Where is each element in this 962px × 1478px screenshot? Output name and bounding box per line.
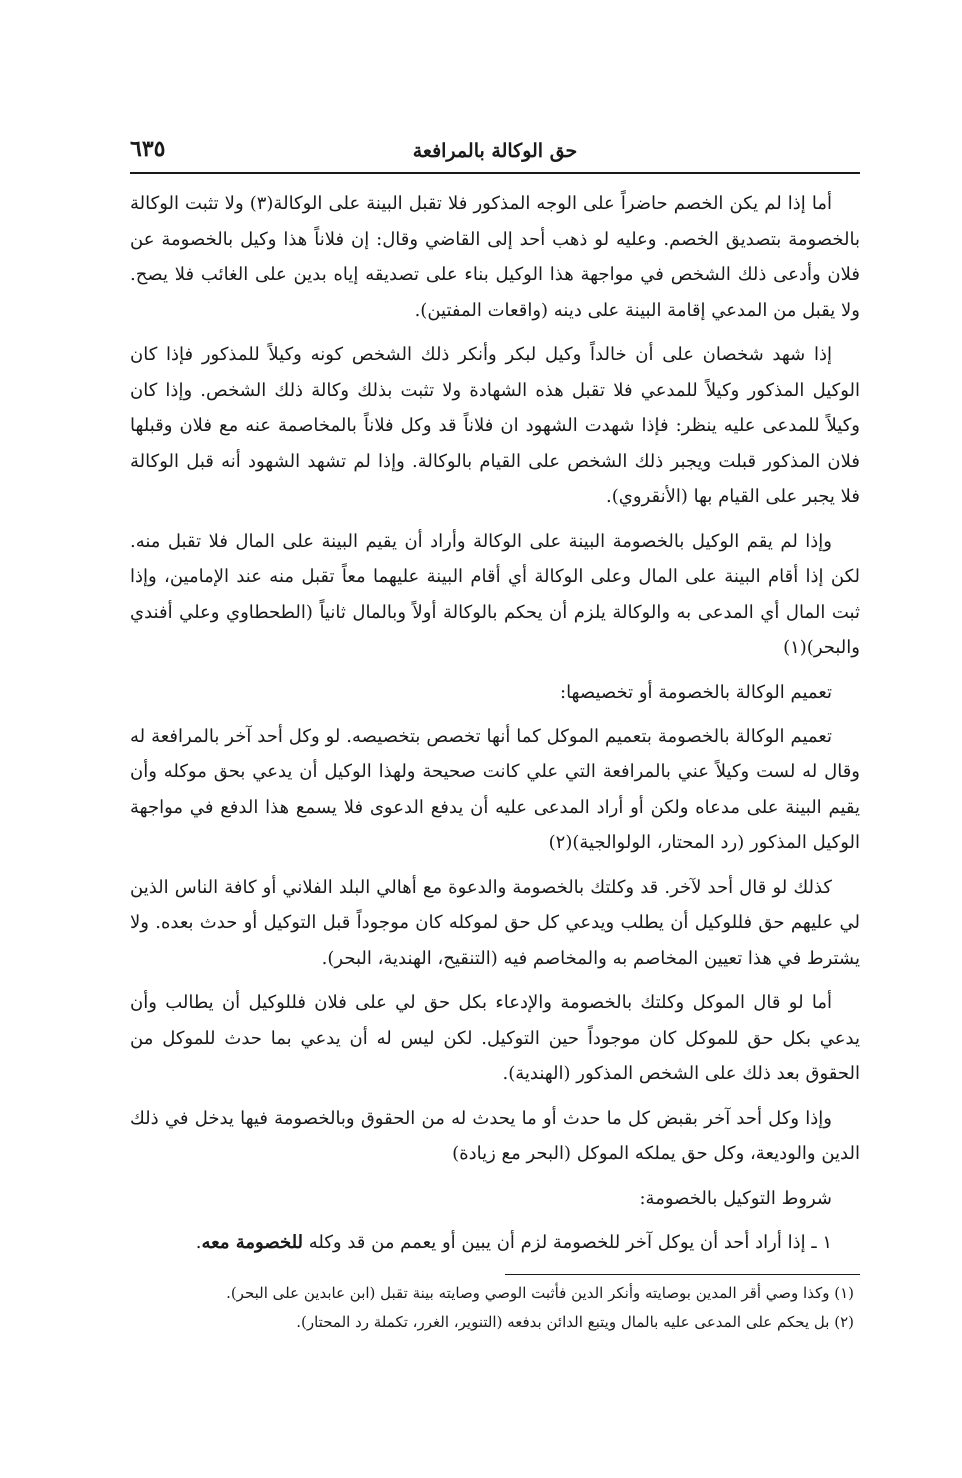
condition-item-end: . bbox=[195, 1231, 202, 1253]
footnotes bbox=[130, 1279, 860, 1337]
paragraph: تعميم الوكالة بالخصومة بتعميم الموكل كما أنها تخصص بتخصيصه. لو وكل أحد آخر بالمرافعة له وقال له لست وكيلاً عني بالمرافعة التي علي كانت صحيحة ولهذا الوكيل أن يدعي بحق موكله وأن يقيم البينة على مدعاه ولكن أو أراد المدعى عليه أن يدفع الدعوى فلا يسمع هذا الدفع في مواجهة الوكيل المذكور (رد المحتار، الولوالجية)(٢) bbox=[130, 725, 860, 853]
running-title: حق الوكالة بالمرافعة bbox=[412, 140, 578, 162]
section-heading: تعميم الوكالة بالخصومة أو تخصيصها: bbox=[560, 681, 832, 703]
paragraph: أما إذا لم يكن الخصم حاضراً على الوجه المذكور فلا تقبل البينة على الوكالة(٣) ولا تثبت الوكالة بالخصومة بتصديق الخصم. وعليه لو ذهب أحد إلى القاضي وقال: إن فلاناً هذا وكيل بالخصومة عن فلان وأدعى ذلك الشخص في مواجهة هذا الوكيل بناء على تصديقه إياه بدين على الغائب فلا يصح. ولا يقبل من المدعي إقامة البينة على دينه (واقعات المفتين). bbox=[130, 193, 860, 321]
page-number: ٦٣٥ bbox=[130, 136, 166, 162]
paragraph: وإذا وكل أحد آخر بقبض كل ما حدث أو ما يحدث له من الحقوق وبالخصومة فيها يدخل في ذلك الدين والوديعة، وكل حق يملكه الموكل (البحر مع زيادة) bbox=[130, 1107, 860, 1164]
body-text bbox=[130, 186, 860, 1260]
condition-item-bold: للخصومة معه bbox=[201, 1231, 304, 1253]
footnote: (١) وكذا وصي أقر المدين بوصايته وأنكر الدين فأثبت الوصي وصايته بينة تقبل (ابن عابدين على البحر). bbox=[226, 1283, 854, 1302]
condition-item bbox=[130, 1225, 860, 1260]
footnote: (٢) بل يحكم على المدعى عليه بالمال ويتبع الدائن بدفعه (التنوير، الغرر، تكملة رد المحتار). bbox=[296, 1312, 854, 1331]
condition-item-text: ١ ـ إذا أراد أحد أن يوكل آخر للخصومة لزم أن يبين أو يعمم من قد وكله bbox=[303, 1231, 832, 1253]
footnote-rule bbox=[226, 1274, 860, 1337]
paragraph: وإذا لم يقم الوكيل بالخصومة البينة على الوكالة وأراد أن يقيم البينة على المال فلا تقبل منه. لكن إذا أقام البينة على المال وعلى الوكالة أي أقام البينة عليهما معاً تقبل منه عند الإمامين، وإذا ثبت المال أي المدعى به والوكالة يلزم أن يحكم بالوكالة أولاً وبالمال ثانياً (الطحطاوي وعلي أفندي والبحر)(١) bbox=[130, 530, 860, 658]
paragraph: كذلك لو قال أحد لآخر. قد وكلتك بالخصومة والدعوة مع أهالي البلد الفلاني أو كافة الناس الذين لي عليهم حق فللوكيل أن يطلب ويدعي كل حق لموكله كان موجوداً قبل التوكيل أو حدث بعده. ولا يشترط في هذا تعيين المخاصم به والمخاصم فيه (التنقيح، الهندية، البحر). bbox=[130, 876, 860, 969]
page-header bbox=[130, 132, 860, 174]
section-heading: شروط التوكيل بالخصومة: bbox=[639, 1187, 832, 1209]
paragraph: إذا شهد شخصان على أن خالداً وكيل لبكر وأنكر ذلك الشخص كونه وكيلاً للمذكور فإذا كان الوكيل المذكور وكيلاً للمدعي فلا تقبل هذه الشهادة ولا تثبت بذلك وكالة ذلك الشخص. وإذا كان وكيلاً للمدعى عليه ينظر: فإذا شهدت الشهود ان فلاناً قد وكل فلاناً بالمخاصمة عنه مع فلان وقبلها فلان المذكور قبلت ويجبر ذلك الشخص على القيام بالوكالة. وإذا لم تشهد الشهود أنه قبل الوكالة فلا يجبر على القيام بها (الأنقروي). bbox=[130, 344, 860, 507]
book-page bbox=[130, 132, 860, 1337]
paragraph: أما لو قال الموكل وكلتك بالخصومة والإدعاء بكل حق لي على فلان فللوكيل أن يطالب وأن يدعي بكل حق للموكل كان موجوداً حين التوكيل. لكن ليس له أن يدعي بما حدث للموكل من الحقوق بعد ذلك على الشخص المذكور (الهندية). bbox=[130, 992, 860, 1084]
